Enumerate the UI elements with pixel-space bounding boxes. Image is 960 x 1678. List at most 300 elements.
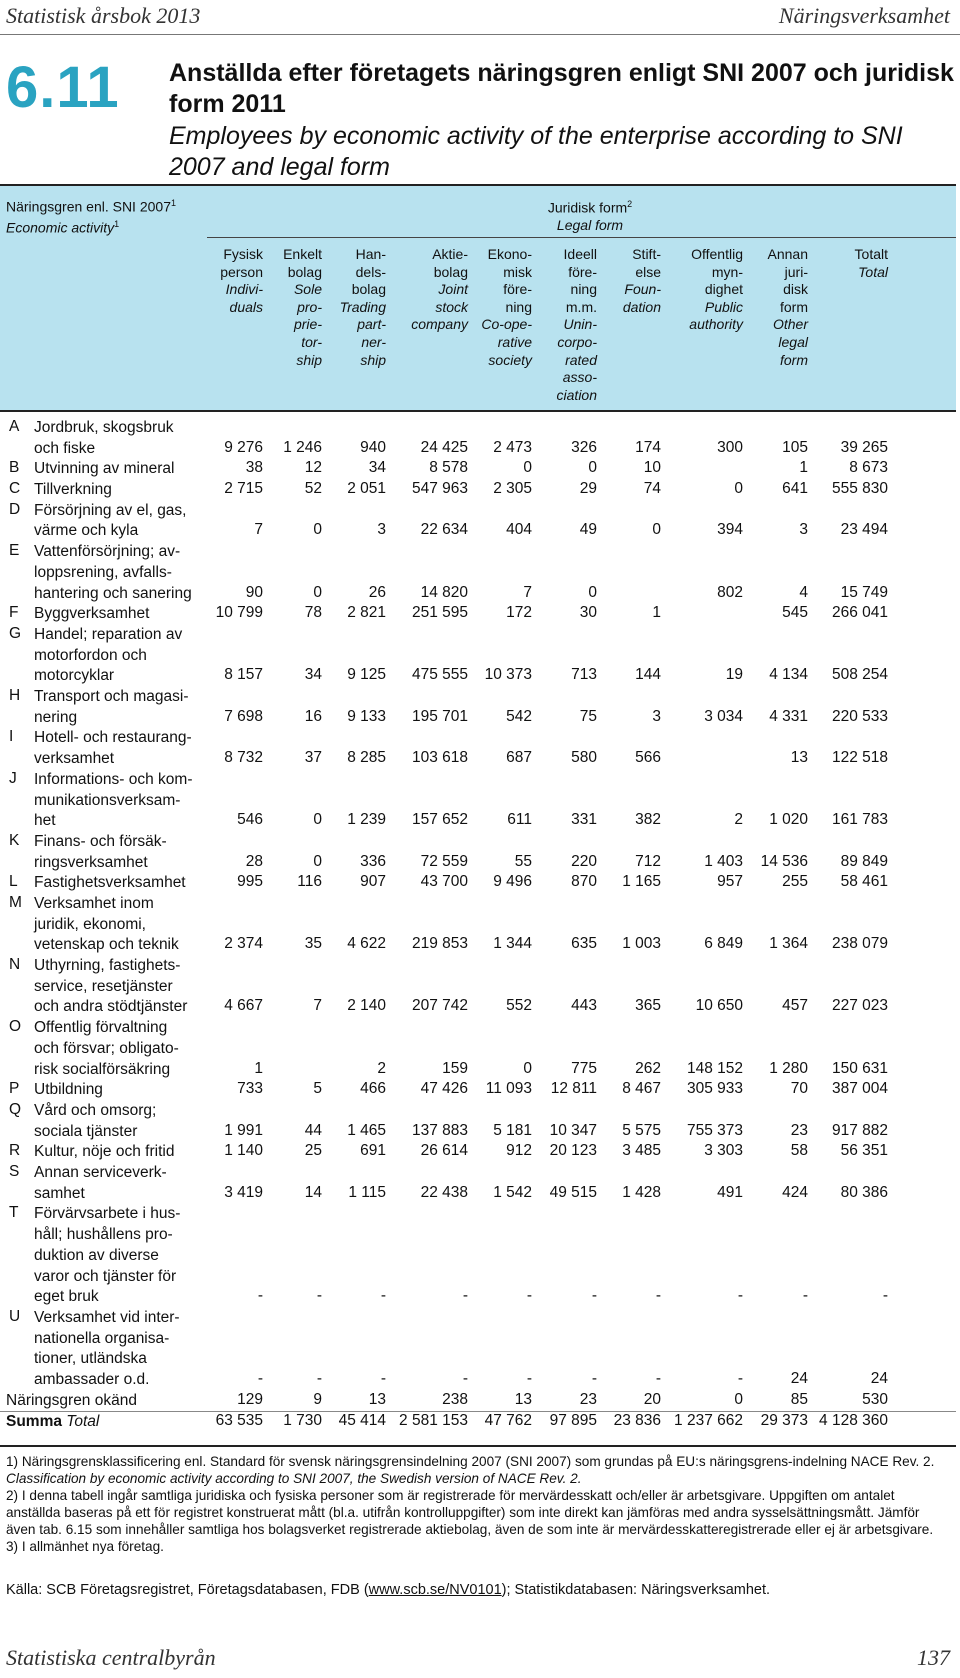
- total-row: [0, 1411, 956, 1433]
- table-cell: 14: [304, 1183, 322, 1201]
- table-row: [0, 459, 956, 480]
- table-cell: 34: [368, 459, 386, 477]
- row-code: B: [9, 459, 20, 477]
- table-cell: -: [655, 1370, 661, 1388]
- table-cell: 2 473: [493, 438, 532, 456]
- row-code: C: [9, 480, 21, 498]
- row-label: Uthyrning, fastighets- service, resetjänster och andra stödtjänster: [34, 957, 188, 1016]
- table-cell: 635: [571, 935, 597, 953]
- table-row: [0, 770, 956, 832]
- table-cell: 1: [652, 604, 661, 622]
- table-cell: 13: [790, 749, 808, 767]
- table-cell: 382: [635, 811, 661, 829]
- table-cell: 75: [579, 707, 597, 725]
- column-heading-swedish: Totalt: [854, 246, 888, 262]
- table-cell: 10: [643, 459, 661, 477]
- table-cell: 940: [360, 438, 386, 456]
- table-cell: 85: [790, 1390, 808, 1408]
- table-cell: 103 618: [411, 749, 468, 767]
- table-cell: 8 285: [347, 749, 386, 767]
- table-cell: -: [737, 1287, 743, 1305]
- row-label: Tillverkning: [34, 481, 112, 499]
- row-label: Vård och omsorg; sociala tjänster: [34, 1101, 157, 1140]
- row-code: P: [9, 1080, 20, 1098]
- table-cell: 22 438: [420, 1183, 468, 1201]
- table-cell: 30: [579, 604, 597, 622]
- table-cell: 466: [360, 1080, 386, 1098]
- table-row: [0, 873, 956, 894]
- table-cell: 23: [579, 1390, 597, 1408]
- table-cell: 43 700: [420, 873, 468, 891]
- table-cell: 443: [571, 997, 597, 1015]
- column-heading-english: Other legal form: [772, 316, 808, 368]
- table-cell: 22 634: [420, 521, 468, 539]
- table-cell: 1 115: [348, 1183, 386, 1201]
- table-cell: 545: [782, 604, 808, 622]
- table-row: [0, 480, 956, 501]
- column-heading: [340, 246, 386, 369]
- table-cell: 137 883: [411, 1121, 468, 1139]
- table-cell: 917 882: [831, 1121, 888, 1139]
- table-cell: -: [380, 1370, 386, 1388]
- table-cell: 1 364: [769, 935, 808, 953]
- running-head: [0, 0, 960, 35]
- column-heading-english: Co-ope- rative society: [481, 316, 532, 368]
- table-cell: 305 933: [686, 1080, 743, 1098]
- table-cell: 19: [725, 666, 743, 684]
- section-title: Näringsverksamhet: [778, 3, 950, 28]
- table-cell: 13: [368, 1390, 386, 1408]
- table-cell: 326: [571, 438, 597, 456]
- table-cell: 122 518: [831, 749, 888, 767]
- table-cell: -: [316, 1370, 322, 1388]
- row-label: Verksamhet vid inter- nationella organisa- tioner, utländska ambassader o.d.: [34, 1308, 180, 1389]
- table-cell: -: [462, 1370, 468, 1388]
- row-label: Hotell- och restaurang- verksamhet: [34, 729, 192, 768]
- column-heading-swedish: Ideell före- ning m.m.: [563, 246, 597, 315]
- footnote-2: 2) I denna tabell ingår samtliga juridiska och fysiska personer som är registrerade för mervärdesskatt och/eller är arbetsgivare. Uppgiften om antalet anställda baseras på ett för registret konstruerat mått (bl.a. utifrån kontrolluppgifter) som inte direkt kan jämföras med andra sysselsättningsmått. Jämför även tab. 6.15 som innehåller samtliga hos bolagsverket registrerade aktiebolag, även de som inte är mervärdesskatteregistrerade eller ej är arbetsgivare.: [6, 1488, 934, 1537]
- table-cell: 14 820: [420, 583, 468, 601]
- table-cell: 2: [734, 811, 743, 829]
- column-heading-swedish: Han- dels- bolag: [351, 246, 386, 298]
- table-row: [0, 1204, 956, 1308]
- table-row: [0, 1101, 956, 1142]
- table-cell: 957: [717, 873, 743, 891]
- book-title: Statistisk årsbok 2013: [6, 3, 201, 28]
- row-code: A: [9, 418, 20, 435]
- table-cell: 35: [304, 935, 322, 953]
- table-cell: 1 465: [347, 1121, 386, 1139]
- table-cell: -: [316, 1287, 322, 1305]
- table-header: [0, 184, 956, 412]
- table-cell: -: [802, 1287, 808, 1305]
- row-code: F: [9, 604, 19, 622]
- table-cell: 44: [304, 1121, 322, 1139]
- table-cell: 0: [652, 521, 661, 539]
- table-cell: 5: [313, 1080, 322, 1098]
- table-cell: 6 849: [704, 935, 743, 953]
- table-cell: 555 830: [831, 480, 888, 498]
- table-cell: 7: [254, 521, 263, 539]
- column-heading-english: Public authority: [689, 298, 743, 333]
- row-code: M: [9, 893, 22, 911]
- table-cell: 491: [717, 1183, 743, 1201]
- table-cell: 20 123: [549, 1142, 597, 1160]
- table-cell: 23: [790, 1121, 808, 1139]
- table-cell: 0: [523, 459, 532, 477]
- table-cell: 387 004: [831, 1080, 888, 1098]
- table-cell: 23 494: [840, 521, 888, 539]
- table-cell: 90: [245, 583, 263, 601]
- table-cell: 394: [717, 521, 743, 539]
- table-row: [0, 625, 956, 687]
- column-heading-english: Sole pro- prie- tor- ship: [293, 281, 322, 368]
- table-cell: 15 749: [840, 583, 888, 601]
- table-cell: 105: [782, 438, 808, 456]
- row-label: Utvinning av mineral: [34, 460, 175, 478]
- table-row: [0, 501, 956, 542]
- table-cell: 14 536: [760, 852, 808, 870]
- table-cell: 9 496: [493, 873, 532, 891]
- table-cell: 266 041: [831, 604, 888, 622]
- table-cell: 4 134: [769, 666, 808, 684]
- row-label: Vattenförsörjning; av- loppsrening, avfalls- hantering och sanering: [34, 543, 192, 602]
- table-cell: 39 265: [840, 438, 888, 456]
- table-row: [0, 418, 956, 459]
- table-cell: 691: [360, 1142, 386, 1160]
- column-heading: [689, 246, 743, 334]
- table-cell: 38: [245, 459, 263, 477]
- table-cell: 80 386: [840, 1183, 888, 1201]
- row-label: Annan serviceverk- samhet: [34, 1164, 167, 1202]
- table-cell: 1 246: [283, 438, 322, 456]
- source-note: Källa: SCB Företagsregistret, Företagsdatabasen, FDB (www.scb.se/NV0101); Statistikdatabasen: Näringsverksamhet.: [6, 1582, 771, 1598]
- table-cell: 1 020: [769, 811, 808, 829]
- table-cell: 116: [297, 873, 322, 891]
- table-cell: 331: [571, 811, 597, 829]
- table-cell: -: [257, 1287, 263, 1305]
- table-cell: 227 023: [831, 997, 888, 1015]
- table-cell: 7 698: [224, 707, 263, 725]
- table-cell: 1 344: [493, 935, 532, 953]
- row-label: Verksamhet inom juridik, ekonomi, vetenskap och teknik: [34, 894, 179, 954]
- table-cell: 45 414: [338, 1412, 386, 1430]
- table-cell: 8 467: [622, 1080, 661, 1098]
- column-heading: [768, 246, 808, 369]
- table-cell: 566: [635, 749, 661, 767]
- table-row: [0, 604, 956, 625]
- total-label: [6, 1412, 99, 1433]
- table-row: [0, 1080, 956, 1101]
- table-cell: -: [591, 1370, 597, 1388]
- table-cell: 49: [579, 521, 597, 539]
- table-row: [0, 1308, 956, 1391]
- table-cell: 24: [790, 1370, 808, 1388]
- table-cell: 1: [799, 459, 808, 477]
- column-heading-english: Foun- dation: [622, 281, 661, 315]
- table-cell: 3: [799, 521, 808, 539]
- row-code: I: [9, 728, 14, 746]
- table-cell: -: [882, 1287, 888, 1305]
- row-code: T: [9, 1204, 19, 1222]
- page-number: 137: [917, 1645, 950, 1670]
- footnote-3: 3) I allmänhet nya företag.: [6, 1539, 164, 1554]
- row-code: Q: [9, 1100, 22, 1118]
- table-cell: 4 128 360: [819, 1412, 888, 1430]
- table-cell: 28: [245, 852, 263, 870]
- row-label: Transport och magasi- nering: [34, 688, 189, 726]
- table-cell: 365: [635, 997, 661, 1015]
- table-cell: 207 742: [411, 997, 468, 1015]
- table-cell: 1 730: [283, 1412, 322, 1430]
- footnote-1: 1) Näringsgrensklassificering enl. Standard för svensk näringsgrensindelning 2007 (SNI 2007) som grundas på EU:s näringsgrens-indelning NACE Rev. 2. Classification by economic activity according to SNI 2007, the Swedish version of NACE Rev. 2.: [6, 1454, 935, 1486]
- row-label: Handel; reparation av motorfordon och motorcyklar: [34, 625, 183, 685]
- column-heading-english: Trading part- ner- ship: [339, 298, 386, 368]
- column-heading-english: Joint stock company: [411, 281, 468, 333]
- row-code: G: [9, 624, 22, 642]
- table-cell: 641: [782, 480, 808, 498]
- table-cell: 0: [313, 811, 322, 829]
- table-cell: 52: [304, 480, 322, 498]
- column-heading-english: Total: [858, 263, 888, 280]
- table-cell: 4: [799, 583, 808, 601]
- table-cell: 10 373: [484, 666, 532, 684]
- row-code: J: [9, 769, 17, 787]
- table-cell: 9 276: [224, 438, 263, 456]
- table-cell: 5 575: [622, 1121, 661, 1139]
- row-code: D: [9, 500, 21, 518]
- table-cell: -: [737, 1370, 743, 1388]
- table-cell: 144: [635, 666, 661, 684]
- table-cell: 16: [304, 707, 322, 725]
- row-label: Försörjning av el, gas, värme och kyla: [34, 501, 187, 540]
- table-cell: 1 542: [493, 1183, 532, 1201]
- table-cell: 424: [782, 1183, 808, 1201]
- table-cell: 2 374: [224, 935, 263, 953]
- table-cell: 10 799: [215, 604, 263, 622]
- table-cell: 9 125: [347, 666, 386, 684]
- table-cell: 2 581 153: [399, 1412, 468, 1430]
- table-cell: 3 419: [224, 1183, 263, 1201]
- column-heading: [557, 246, 597, 404]
- column-heading-swedish: Enkelt bolag: [283, 246, 322, 280]
- table-cell: 755 373: [686, 1121, 743, 1139]
- table-row: [0, 728, 956, 769]
- table-row: [0, 1018, 956, 1080]
- table-cell: 97 895: [549, 1412, 597, 1430]
- table-cell: 580: [571, 749, 597, 767]
- table-cell: 58 461: [840, 873, 888, 891]
- column-heading: [481, 246, 532, 369]
- table-cell: 5 181: [493, 1121, 532, 1139]
- column-heading-swedish: Fysisk person: [220, 246, 263, 280]
- table-cell: 1 003: [622, 935, 661, 953]
- table-row: [0, 832, 956, 873]
- table-cell: 2: [377, 1059, 386, 1077]
- column-heading-swedish: Offentlig myn- dighet: [691, 246, 743, 298]
- table-cell: 4 331: [769, 707, 808, 725]
- row-label: Informations- och kom- munikationsverksam- het: [34, 770, 193, 830]
- column-heading-swedish: Aktie- bolag: [432, 246, 468, 280]
- table-cell: 3: [652, 707, 661, 725]
- table-bottom-rule: [0, 1445, 956, 1447]
- row-code: S: [9, 1163, 20, 1181]
- table-row: [0, 687, 956, 728]
- table-cell: 552: [506, 997, 532, 1015]
- table-cell: 9 133: [347, 707, 386, 725]
- table-cell: 24 425: [420, 438, 468, 456]
- table-cell: 70: [790, 1080, 808, 1098]
- table-cell: 3 034: [704, 707, 743, 725]
- table-cell: 8 157: [224, 666, 263, 684]
- table-cell: 3: [377, 521, 386, 539]
- table-cell: 49 515: [549, 1183, 597, 1201]
- table-cell: 0: [523, 1059, 532, 1077]
- table-cell: 2 821: [347, 604, 386, 622]
- row-label: Byggverksamhet: [34, 605, 150, 623]
- table-cell: 12 811: [550, 1080, 597, 1098]
- row-label: Fastighetsverksamhet: [34, 874, 186, 892]
- table-cell: 0: [313, 583, 322, 601]
- table-cell: 11 093: [485, 1080, 532, 1098]
- table-cell: 10 347: [549, 1121, 597, 1139]
- table-cell: 0: [734, 480, 743, 498]
- row-label: Förvärvsarbete i hus- håll; hushållens pro- duktion av diverse varor och tjänster för eget bruk: [34, 1205, 181, 1306]
- row-code: H: [9, 687, 21, 705]
- table-row: [0, 894, 956, 956]
- table-cell: 733: [237, 1080, 263, 1098]
- table-cell: 12: [304, 459, 322, 477]
- table-cell: 72 559: [420, 852, 468, 870]
- table-number: 6.11: [6, 55, 120, 120]
- column-heading: [623, 246, 661, 316]
- table-cell: 4 622: [347, 935, 386, 953]
- table-cell: 2 305: [493, 480, 532, 498]
- table-cell: 2 051: [347, 480, 386, 498]
- table-cell: 8 578: [429, 459, 468, 477]
- table-row: [0, 1391, 956, 1412]
- table-cell: -: [591, 1287, 597, 1305]
- table-cell: 457: [782, 997, 808, 1015]
- column-heading: [283, 246, 322, 369]
- table-cell: 2 715: [224, 480, 263, 498]
- total-label-swedish: Summa: [6, 1413, 62, 1431]
- table-cell: 9: [313, 1390, 322, 1408]
- table-cell: 78: [304, 604, 322, 622]
- header-divider: [207, 237, 956, 238]
- table-cell: 713: [571, 666, 597, 684]
- table-cell: 530: [862, 1390, 888, 1408]
- row-code: L: [9, 873, 18, 891]
- table-cell: 172: [506, 604, 532, 622]
- table-cell: 0: [588, 583, 597, 601]
- table-cell: 63 535: [215, 1412, 263, 1430]
- data-table: [0, 418, 956, 1433]
- row-label: Näringsgren okänd: [6, 1391, 137, 1409]
- legal-form-heading: Juridisk form$^2$ Legal form: [547, 199, 633, 233]
- table-cell: 687: [506, 749, 532, 767]
- table-cell: 29: [579, 480, 597, 498]
- row-label: Finans- och försäk- ringsverksamhet: [34, 832, 167, 871]
- table-cell: 13: [514, 1390, 532, 1408]
- table-cell: 907: [360, 873, 386, 891]
- table-cell: 1 280: [769, 1059, 808, 1077]
- table-cell: 174: [635, 438, 661, 456]
- table-cell: -: [257, 1370, 263, 1388]
- table-cell: 4 667: [224, 997, 263, 1015]
- column-heading-english: Unin- corpo- rated asso- ciation: [556, 316, 597, 403]
- table-cell: 251 595: [411, 604, 468, 622]
- table-cell: 475 555: [411, 666, 468, 684]
- table-cell: 1 991: [224, 1121, 263, 1139]
- table-cell: 712: [635, 852, 661, 870]
- activity-column-heading: Näringsgren enl. SNI 2007$^1$ Economic activity$^1$: [6, 198, 177, 236]
- table-cell: 129: [237, 1390, 263, 1408]
- table-cell: 0: [734, 1390, 743, 1408]
- table-cell: 1 140: [224, 1142, 263, 1160]
- table-cell: 220: [571, 852, 597, 870]
- column-heading-swedish: Ekono- misk före- ning: [487, 246, 532, 315]
- table-cell: 995: [237, 873, 263, 891]
- row-code: K: [9, 831, 20, 849]
- table-row: [0, 1163, 956, 1204]
- row-code: O: [9, 1018, 22, 1036]
- table-cell: 2 140: [347, 997, 386, 1015]
- table-cell: 870: [571, 873, 597, 891]
- table-cell: 542: [506, 707, 532, 725]
- table-cell: 775: [571, 1059, 597, 1077]
- row-code: U: [9, 1307, 21, 1325]
- table-cell: 24: [870, 1370, 888, 1388]
- table-cell: -: [526, 1287, 532, 1305]
- table-title-swedish: Anställda efter företagets näringsgren enligt SNI 2007 och juridisk form 2011: [169, 59, 954, 118]
- table-cell: 0: [313, 521, 322, 539]
- table-cell: 58: [790, 1142, 808, 1160]
- footer-publisher: Statistiska centralbyrån: [6, 1645, 216, 1670]
- table-cell: -: [462, 1287, 468, 1305]
- table-cell: 25: [304, 1142, 322, 1160]
- table-cell: 547 963: [411, 480, 468, 498]
- table-cell: 1 237 662: [674, 1412, 743, 1430]
- table-cell: 157 652: [411, 811, 468, 829]
- table-cell: 3 303: [704, 1142, 743, 1160]
- table-cell: 195 701: [411, 707, 468, 725]
- table-cell: 56 351: [840, 1142, 888, 1160]
- table-cell: 55: [514, 852, 532, 870]
- table-cell: 1 165: [622, 873, 661, 891]
- table-cell: 37: [304, 749, 322, 767]
- table-cell: 336: [360, 852, 386, 870]
- table-cell: 47 426: [420, 1080, 468, 1098]
- table-cell: 10 650: [695, 997, 743, 1015]
- table-cell: 26 614: [420, 1142, 468, 1160]
- table-cell: -: [380, 1287, 386, 1305]
- row-code: E: [9, 542, 20, 560]
- column-heading-swedish: Annan juri- disk form: [767, 246, 808, 315]
- row-label: Offentlig förvaltning och försvar; obligato- risk socialförsäkring: [34, 1019, 179, 1078]
- table-cell: 150 631: [831, 1059, 888, 1077]
- table-cell: 238: [442, 1390, 468, 1408]
- table-cell: 74: [643, 480, 661, 498]
- table-cell: 29 373: [760, 1412, 808, 1430]
- row-code: R: [9, 1142, 21, 1160]
- source-link[interactable]: www.scb.se/NV0101: [368, 1582, 502, 1598]
- table-cell: 8 673: [849, 459, 888, 477]
- table-cell: 148 152: [686, 1059, 743, 1077]
- table-cell: 404: [506, 521, 532, 539]
- table-cell: 255: [782, 873, 808, 891]
- table-cell: 159: [442, 1059, 468, 1077]
